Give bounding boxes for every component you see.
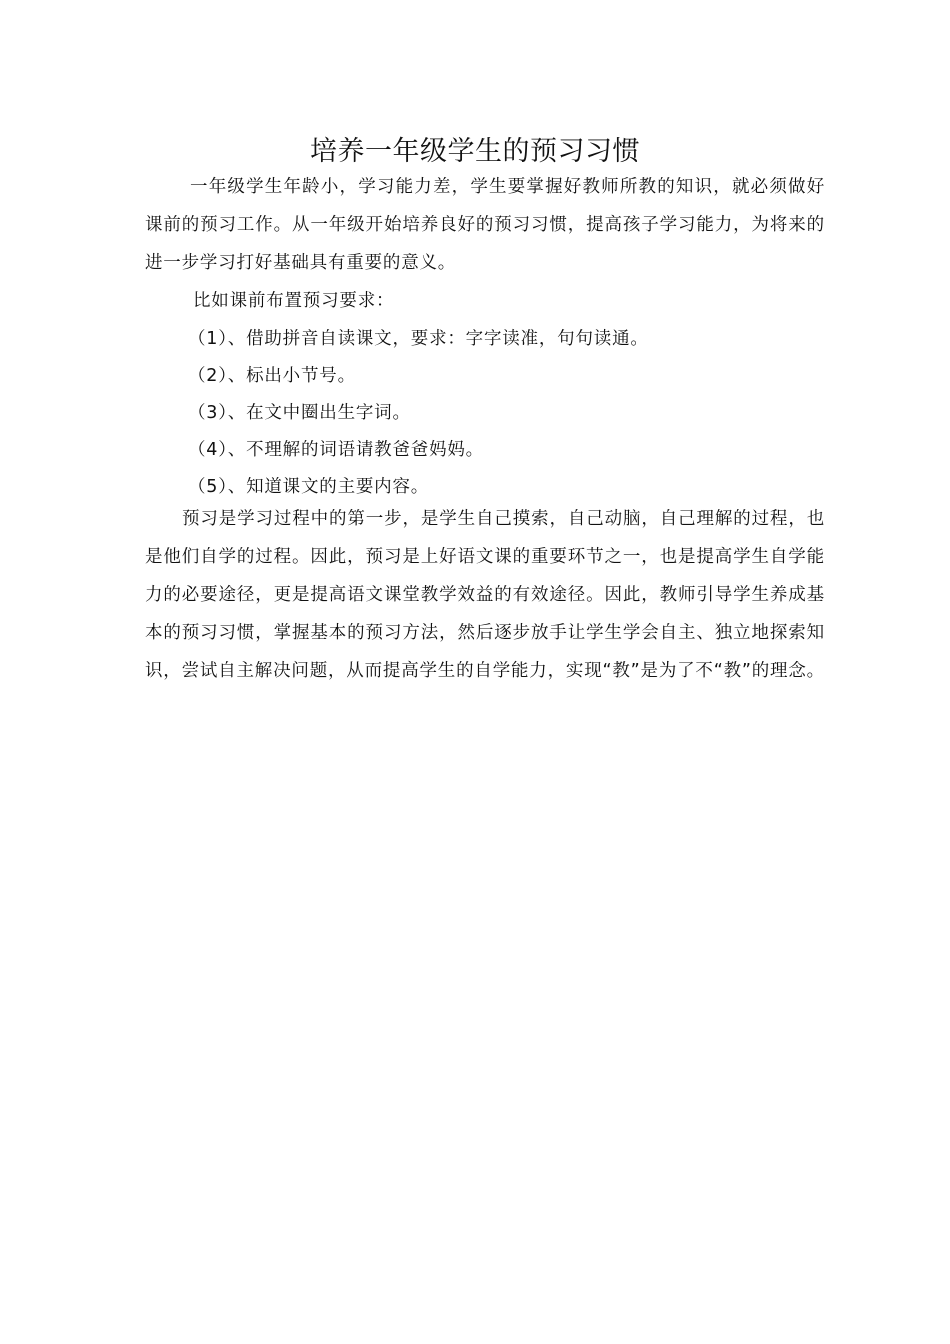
requirement-item: （5）、知道课文的主要内容。 [188,477,430,497]
requirements-intro: 比如课前布置预习要求： [193,291,395,311]
requirement-item: （3）、在文中圈出生字词。 [188,403,411,423]
intro-paragraph: 一年级学生年龄小，学习能力差，学生要掌握好教师所教的知识，就必须做好课前的预习工作。从一年级开始培养良好的预习习惯，提高孩子学习能力，为将来的进一步学习打好基础具有重要的意义。 [145,177,825,273]
document-title: 培养一年级学生的预习习惯 [310,136,640,167]
requirements-list [188,320,649,505]
requirement-item: （4）、不理解的词语请教爸爸妈妈。 [188,440,484,460]
requirement-item: （1）、借助拼音自读课文，要求：字字读准，句句读通。 [188,329,649,349]
requirement-item: （2）、标出小节号。 [188,366,356,386]
conclusion-paragraph: 预习是学习过程中的第一步，是学生自己摸索，自己动脑，自己理解的过程，也是他们自学的过程。因此，预习是上好语文课的重要环节之一，也是提高学生自学能力的必要途径，更是提高语文课堂教学效益的有效途径。因此，教师引导学生养成基本的预习习惯，掌握基本的预习方法，然后逐步放手让学生学会自主、独立地探索知识，尝试自主解决问题，从而提高学生的自学能力，实现“教”是为了不“教”的理念。 [145,509,825,681]
